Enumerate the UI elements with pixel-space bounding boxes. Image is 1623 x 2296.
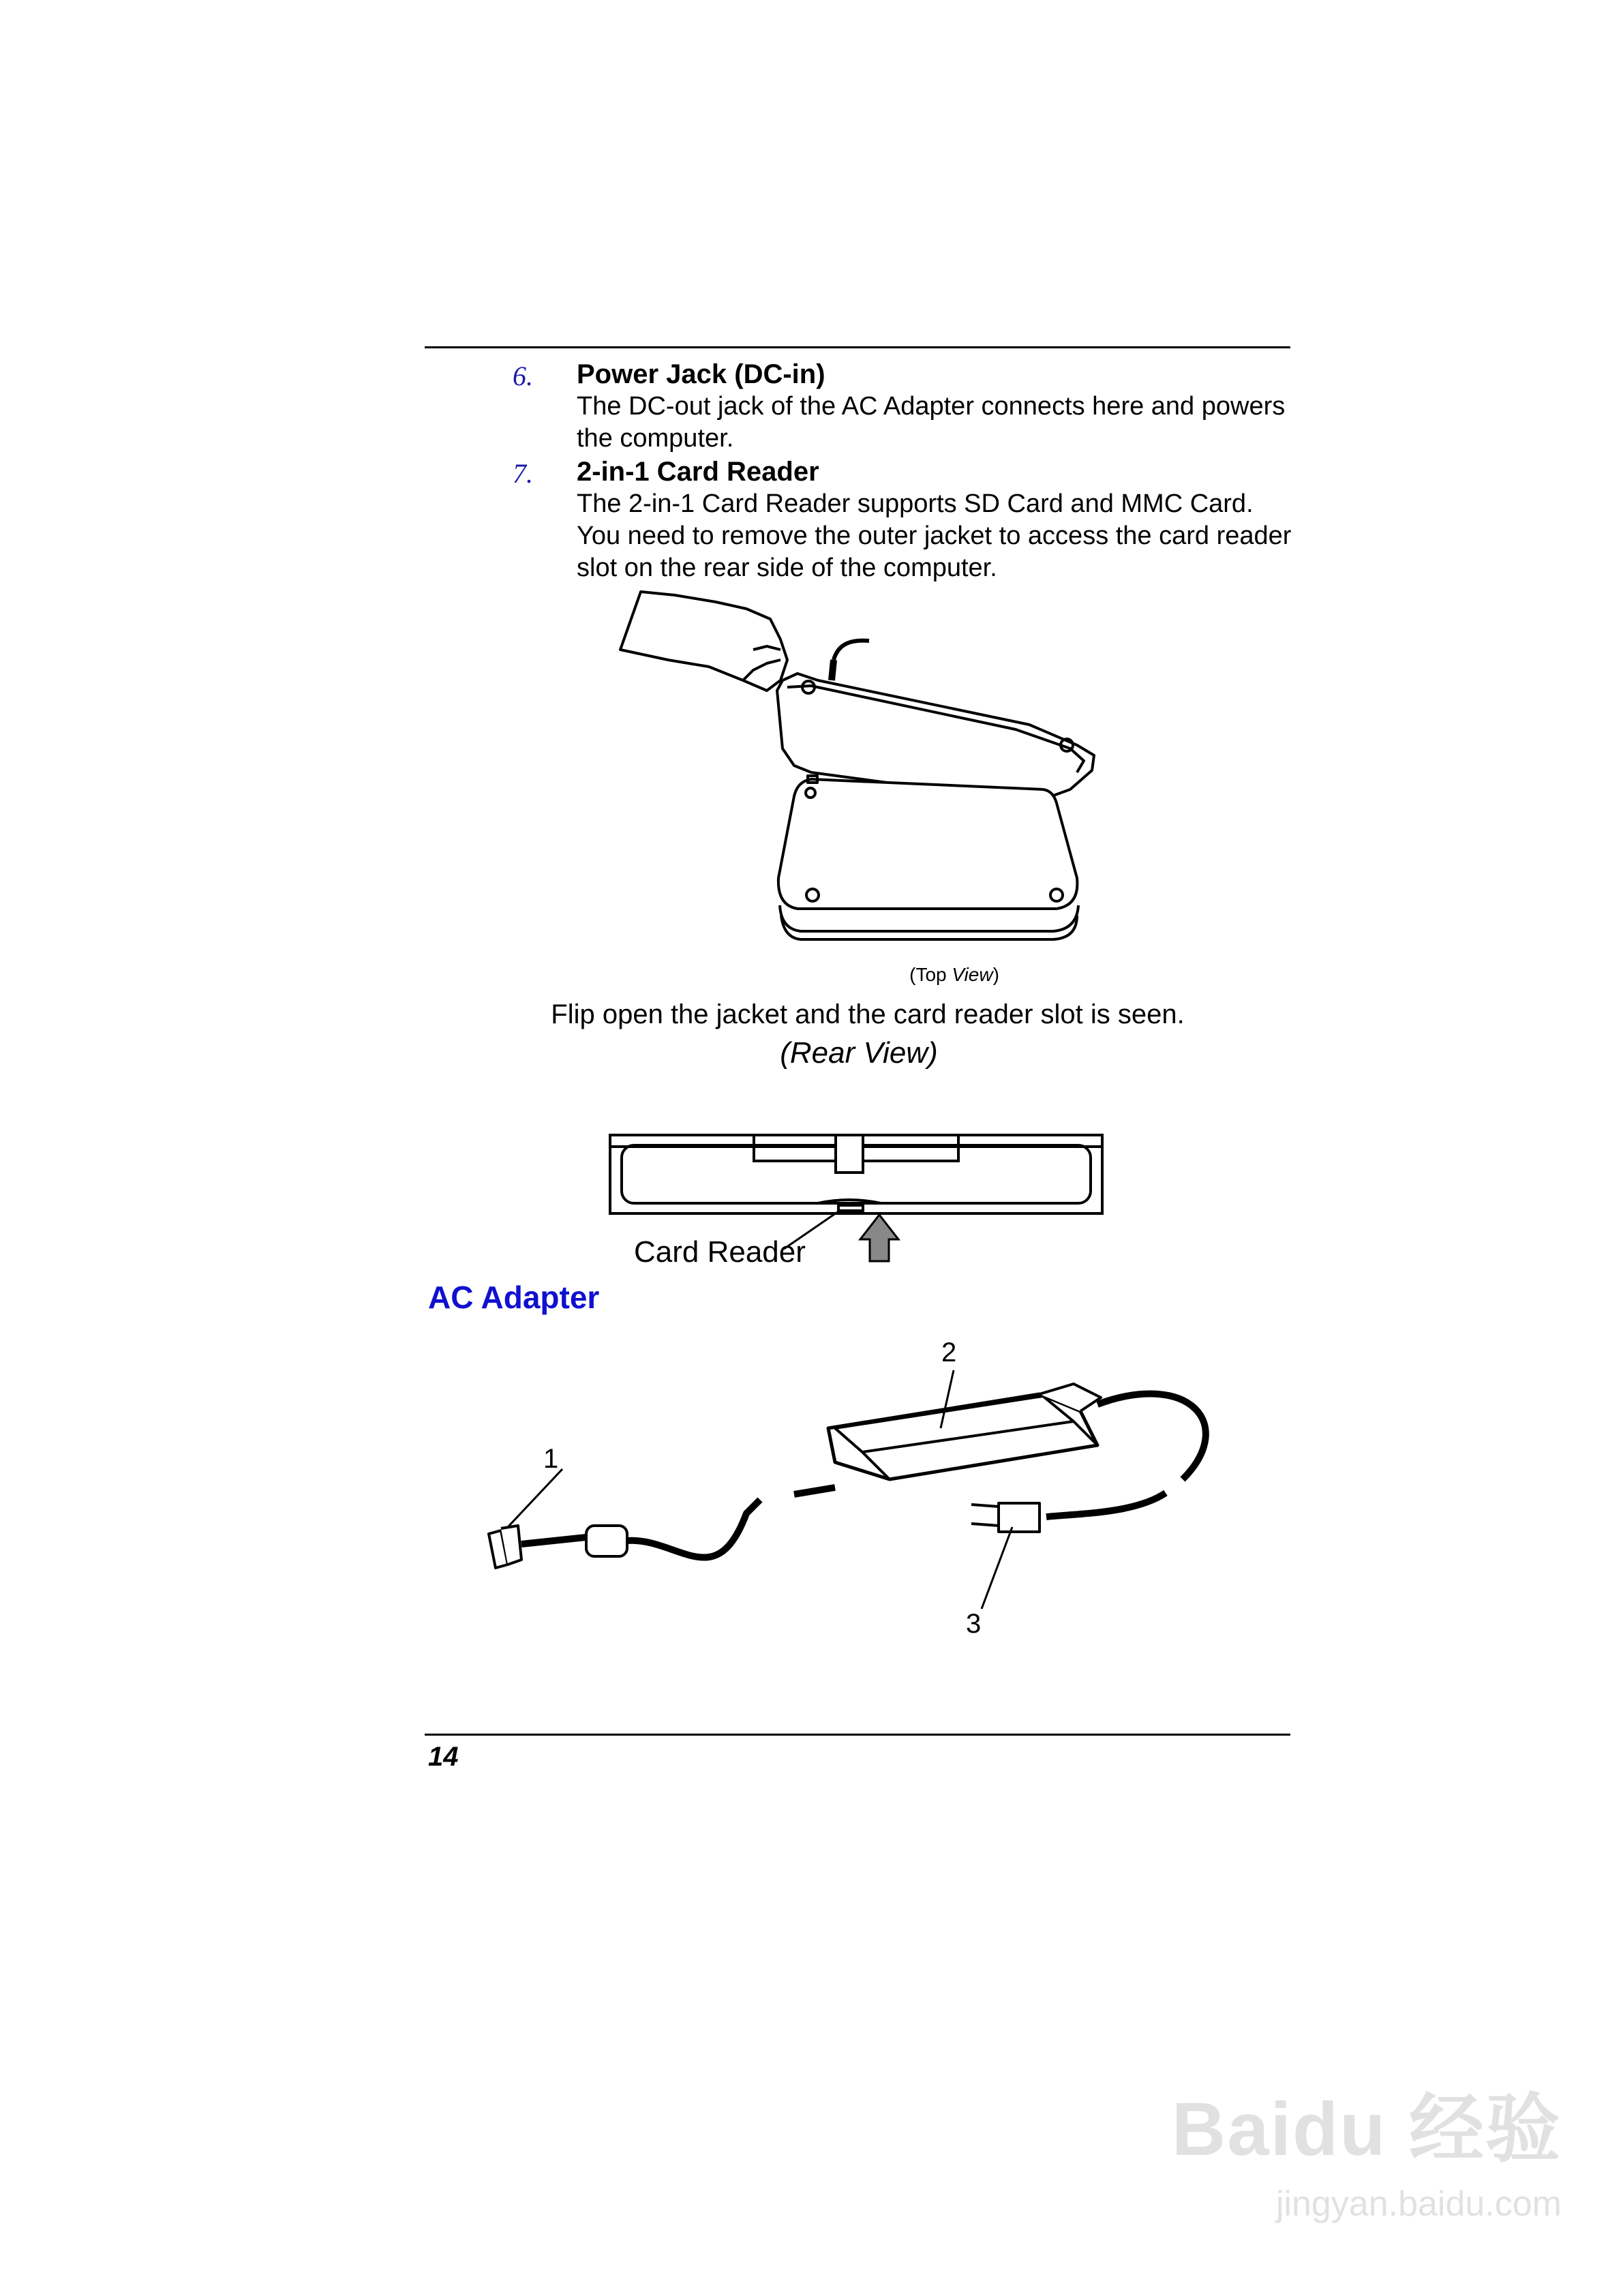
top-view-caption: (Top View)	[909, 964, 999, 985]
item-title: Power Jack (DC-in)	[577, 359, 825, 389]
card-reader-label: Card Reader	[634, 1235, 806, 1269]
header-rule	[425, 346, 1290, 348]
laptop-jacket-illustration	[607, 585, 1104, 967]
rear-view-title-text: Rear View	[789, 1036, 928, 1070]
callout-2: 2	[941, 1338, 957, 1368]
item-body: The 2-in-1 Card Reader supports SD Card and MMC Card. You need to remove the outer jacket to access the card reader slot on the rear side of the computer.	[577, 489, 1292, 582]
ac-adapter-illustration	[481, 1309, 1230, 1663]
item-body: The DC-out jack of the AC Adapter connects here and powers the computer.	[577, 392, 1286, 453]
footer-rule	[425, 1734, 1290, 1736]
item-title: 2-in-1 Card Reader	[577, 457, 819, 487]
arrow-up-icon	[860, 1215, 898, 1261]
rear-view-title: (Rear View)	[780, 1036, 938, 1070]
rear-view-figure	[607, 1036, 1111, 1275]
item-number: 7.	[513, 458, 533, 489]
ac-adapter-figure	[481, 1309, 1230, 1663]
top-view-figure	[607, 585, 1104, 994]
watermark-url: jingyan.baidu.com	[1275, 2184, 1562, 2224]
section-heading: AC Adapter	[428, 1280, 600, 1315]
page-number: 14	[428, 1742, 459, 1772]
watermark	[1172, 2069, 1562, 2224]
caption-italic: View	[952, 964, 993, 985]
watermark-brand: Baidu 经验	[1171, 2087, 1562, 2171]
caption-prefix: Top	[915, 964, 947, 985]
item-number: 6.	[513, 361, 533, 391]
callout-3: 3	[966, 1609, 982, 1639]
flip-instruction: Flip open the jacket and the card reader slot is seen.	[551, 999, 1185, 1029]
callout-1: 1	[543, 1444, 559, 1474]
